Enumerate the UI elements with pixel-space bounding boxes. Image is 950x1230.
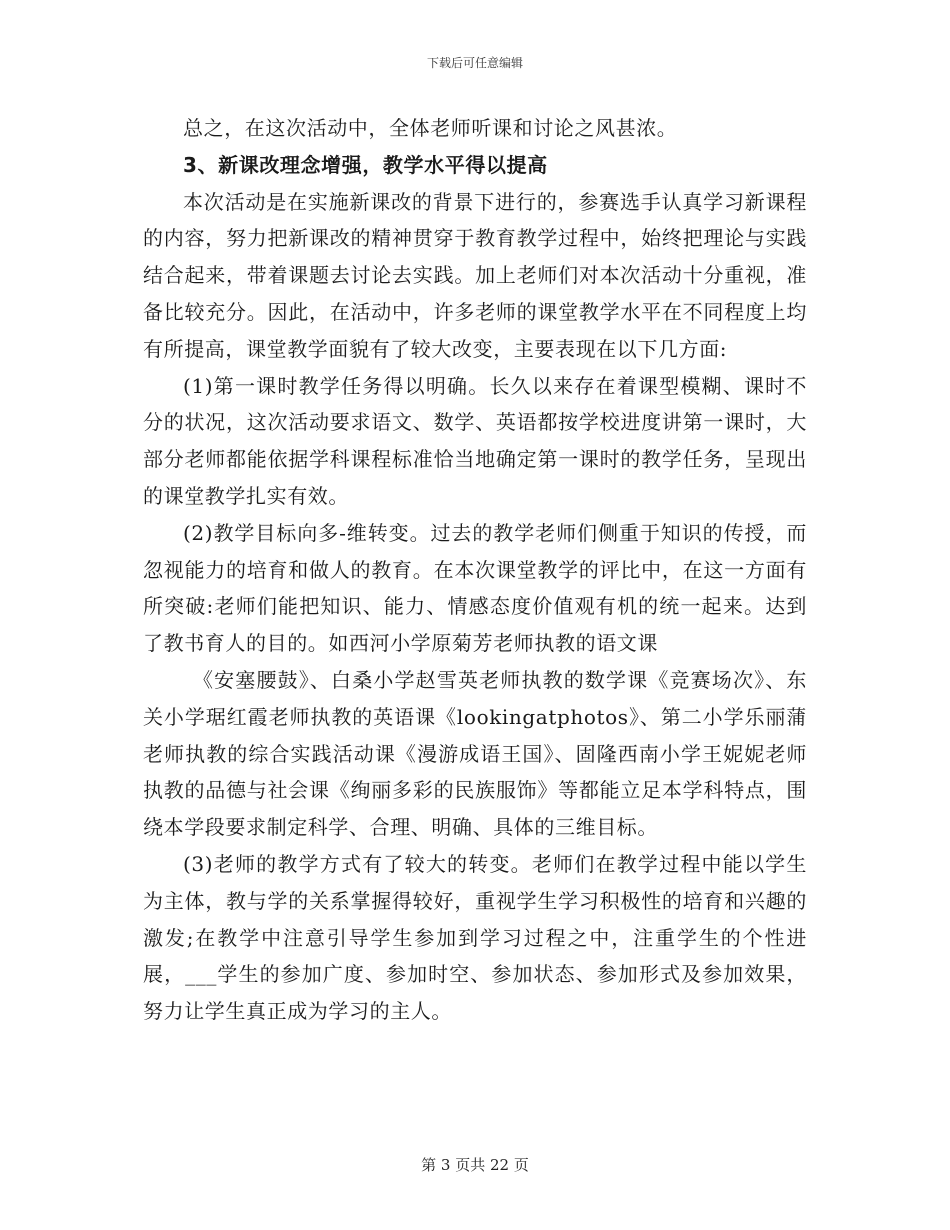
document-body bbox=[143, 110, 807, 1030]
page-footer: 第 3 页共 22 页 bbox=[421, 1156, 529, 1174]
paragraph-point-1: (1)第一课时教学任务得以明确。长久以来存在着课型模糊、课时不分的状况，这次活动要求语文、数学、英语都按学校进度讲第一课时，大部分老师都能依据学科课程标准恰当地确定第一课时的教学任务，呈现出的课堂教学扎实有效。 bbox=[143, 373, 807, 508]
paragraph-intro: 本次活动是在实施新课改的背景下进行的，参赛选手认真学习新课程的内容，努力把新课改的精神贯穿于教育教学过程中，始终把理论与实践结合起来，带着课题去讨论去实践。加上老师们对本次活动十分重视，准备比较充分。因此，在活动中，许多老师的课堂教学水平在不同程度上均有所提高，课堂教学面貌有了较大改变，主要表现在以下几方面: bbox=[143, 189, 807, 361]
paragraph-summary: 总之，在这次活动中，全体老师听课和讨论之风甚浓。 bbox=[183, 116, 678, 140]
page-header: 下载后可任意编辑 bbox=[426, 56, 523, 70]
paragraph-point-2: (2)教学目标向多-维转变。过去的教学老师们侧重于知识的传授，而忽视能力的培育和做人的教育。在本次课堂教学的评比中，在这一方面有所突破:老师们能把知识、能力、情感态度价值观有机的统一起来。达到了教书育人的目的。如西河小学原菊芳老师执教的语文课 bbox=[143, 520, 807, 656]
section-heading: 3、新课改理念增强，教学水平得以提高 bbox=[183, 152, 548, 177]
paragraph-examples: 《安塞腰鼓》、白桑小学赵雪英老师执教的数学课《竞赛场次》、东关小学琚红霞老师执教的英语课《lookingatphotos》、第二小学乐丽蒲老师执教的综合实践活动课《漫游成语王国》、固隆西南小学王妮妮老师执教的品德与社会课《绚丽多彩的民族服饰》等都能立足本学科特点，围绕本学段要求制定科学、合理、明确、具体的三维目标。 bbox=[143, 667, 807, 840]
paragraph-point-3: (3)老师的教学方式有了较大的转变。老师们在教学过程中能以学生为主体，教与学的关系掌握得较好，重视学生学习积极性的培育和兴趣的激发;在教学中注意引导学生参加到学习过程之中，注重学生的个性进展，___学生的参加广度、参加时空、参加状态、参加形式及参加效果，努力让学生真正成为学习的主人。 bbox=[143, 851, 807, 1024]
